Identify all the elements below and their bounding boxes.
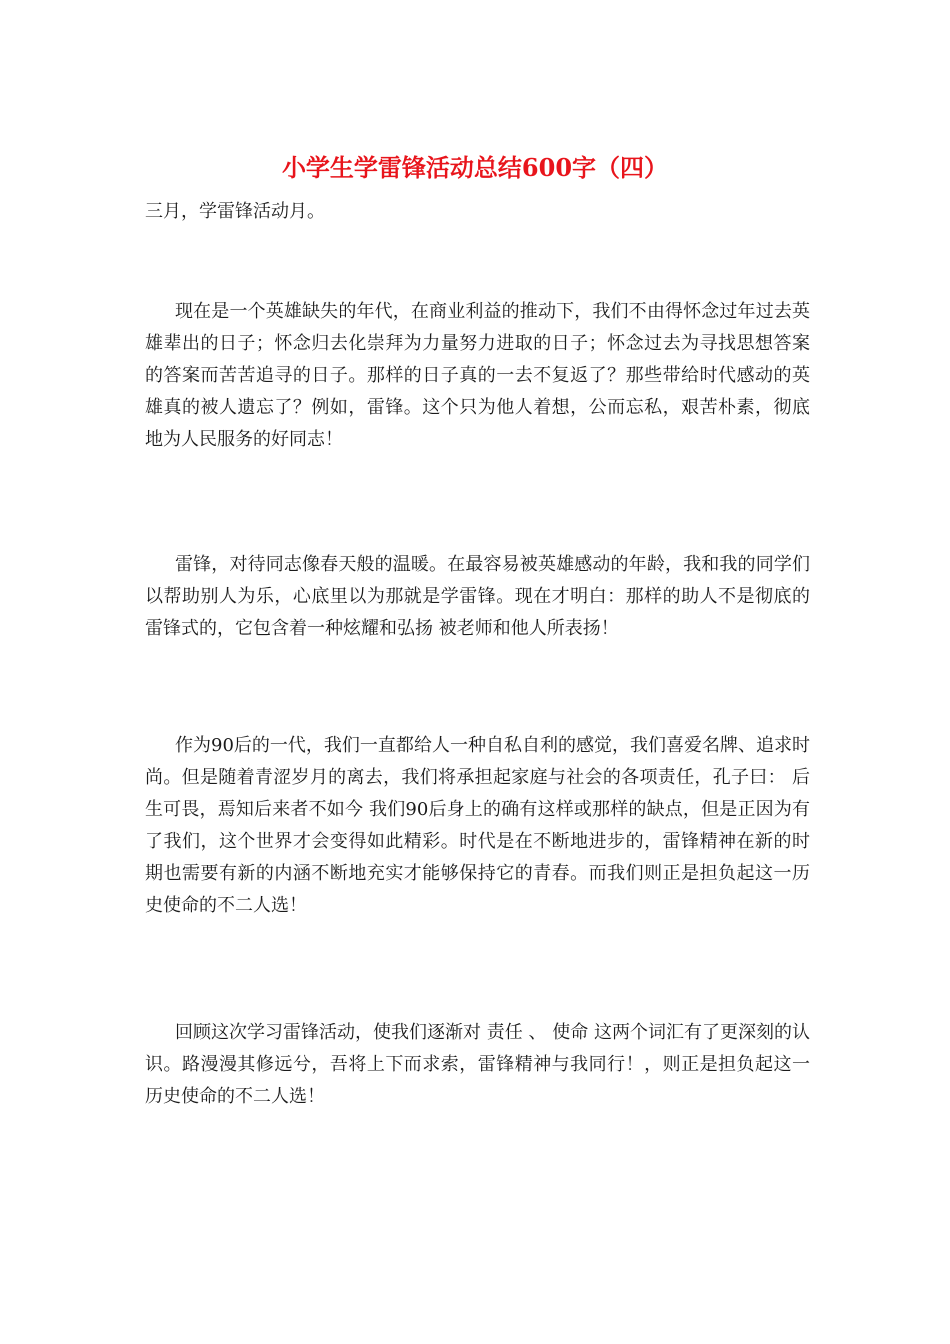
paragraph-2: 雷锋，对待同志像春天般的温暖。在最容易被英雄感动的年龄，我和我的同学们以帮助别人为乐，心底里以为那就是学雷锋。现在才明白：那样的助人不是彻底的雷锋式的，它包含着一种炫耀和弘扬 被老师和他人所表扬！ [145,554,810,639]
paragraph-1: 现在是一个英雄缺失的年代，在商业利益的推动下，我们不由得怀念过年过去英雄辈出的日子；怀念归去化崇拜为力量努力进取的日子；怀念过去为寻找思想答案的答案而苦苦追寻的日子。那样的日子真的一去不复返了？那些带给时代感动的英雄真的被人遗忘了？例如，雷锋。这个只为他人着想，公而忘私，艰苦朴素，彻底地为人民服务的好同志！ [145,301,810,450]
paragraph-3: 作为90后的一代，我们一直都给人一种自私自利的感觉，我们喜爱名牌、追求时尚。但是随着青涩岁月的离去，我们将承担起家庭与社会的各项责任，孔子曰： 后生可畏，焉知后来者不如今 我们90后身上的确有这样或那样的缺点，但是正因为有了我们，这个世界才会变得如此精彩。时代是在不断地进步的，雷锋精神在新的时期也需要有新的内涵不断地充实才能够保持它的青春。而我们则正是担负起这一历史使命的不二人选！ [145,735,810,916]
paragraph-4: 回顾这次学习雷锋活动，使我们逐渐对 责任 、 使命 这两个词汇有了更深刻的认识。路漫漫其修远兮，吾将上下而求索，雷锋精神与我同行！，则正是担负起这一历史使命的不二人选！ [145,1022,810,1107]
document-title: 小学生学雷锋活动总结600字（四） [281,153,669,182]
intro-line: 三月，学雷锋活动月。 [145,201,325,222]
